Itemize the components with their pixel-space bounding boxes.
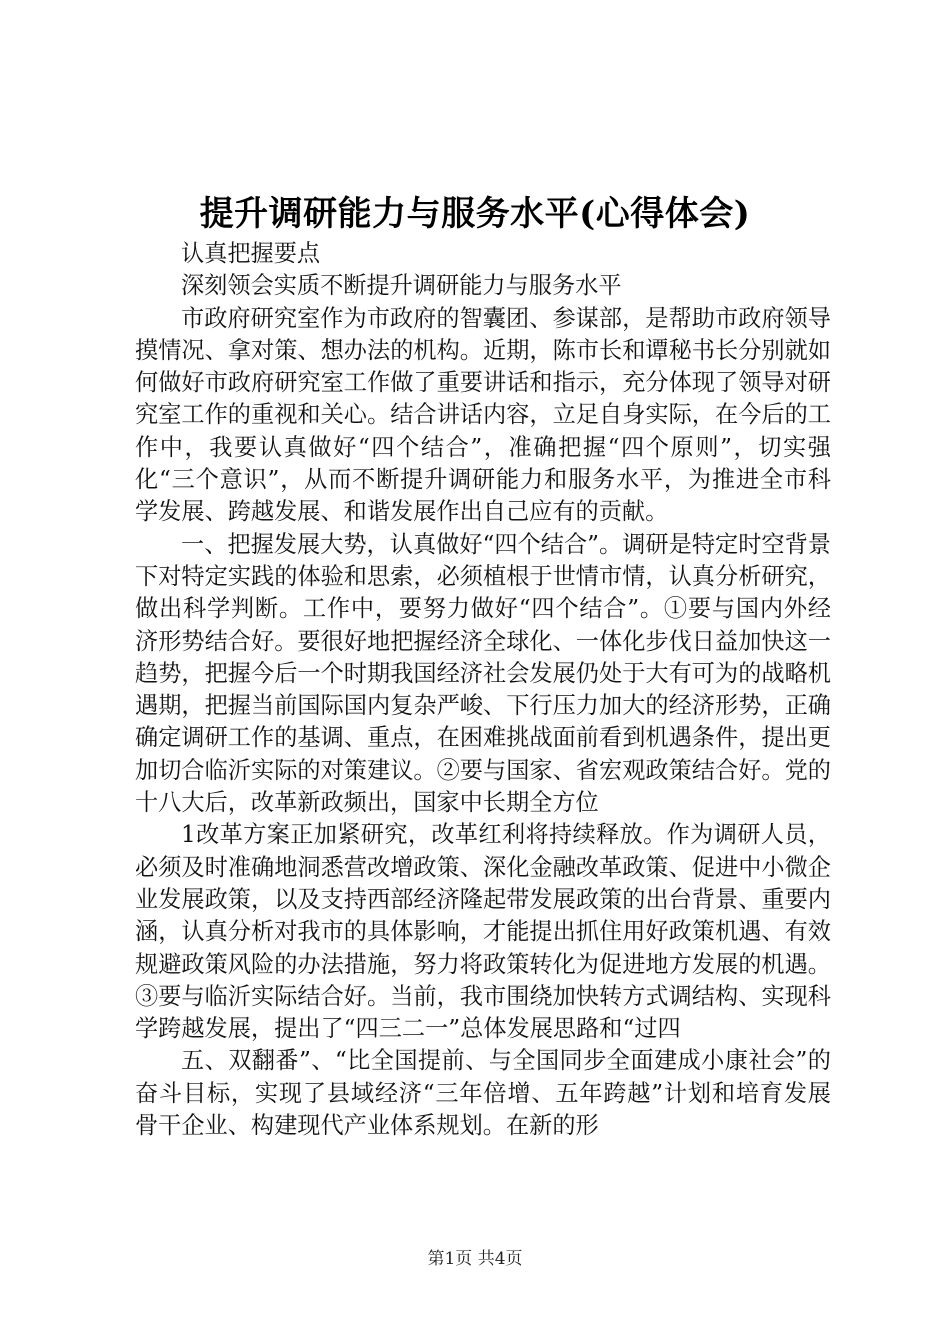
page-footer: 第1页 共4页	[427, 1249, 523, 1269]
paragraph: 1改革方案正加紧研究，改革红利将持续释放。作为调研人员，必须及时准确地洞悉营改增政策、深化金融改革政策、促进中小微企业发展政策，以及支持西部经济隆起带发展政策的出台背景、重要内涵，认真分析对我市的具体影响，才能提出抓住用好政策机遇、有效规避政策风险的办法措施，努力将政策转化为促进地方发展的机遇。③要与临沂实际结合好。当前，我市围绕加快转方式调结构、实现科学跨越发展，提出了“四三二一”总体发展思路和“过四	[135, 821, 831, 1043]
paragraph: 市政府研究室作为市政府的智囊团、参谋部，是帮助市政府领导摸情况、拿对策、想办法的机构。近期，陈市长和谭秘书长分别就如何做好市政府研究室工作做了重要讲话和指示，充分体现了领导对研究室工作的重视和关心。结合讲话内容，立足自身实际，在今后的工作中，我要认真做好“四个结合”，准确把握“四个原则”，切实强化“三个意识”，从而不断提升调研能力和服务水平，为推进全市科学发展、跨越发展、和谐发展作出自己应有的贡献。	[135, 304, 831, 526]
paragraph: 深刻领会实质不断提升调研能力与服务水平	[181, 272, 622, 300]
paragraph: 认真把握要点	[181, 240, 321, 267]
document-body	[135, 238, 831, 1142]
document-title: 提升调研能力与服务水平(心得体会)	[199, 194, 751, 234]
paragraph: 一、把握发展大势，认真做好“四个结合”。调研是特定时空背景下对特定实践的体验和思索，必须植根于世情市情，认真分析研究，做出科学判断。工作中，要努力做好“四个结合”。①要与国内外经济形势结合好。要很好地把握经济全球化、一体化步伐日益加快这一趋势，把握今后一个时期我国经济社会发展仍处于大有可为的战略机遇期，把握当前国际国内复杂严峻、下行压力加大的经济形势，正确确定调研工作的基调、重点，在困难挑战面前看到机遇条件，提出更加切合临沂实际的对策建议。②要与国家、省宏观政策结合好。党的十八大后，改革新政频出，国家中长期全方位	[135, 530, 831, 817]
paragraph: 五、双翻番”、“比全国提前、与全国同步全面建成小康社会”的奋斗目标，实现了县域经济“三年倍增、五年跨越”计划和培育发展骨干企业、构建现代产业体系规划。在新的形	[135, 1047, 831, 1140]
